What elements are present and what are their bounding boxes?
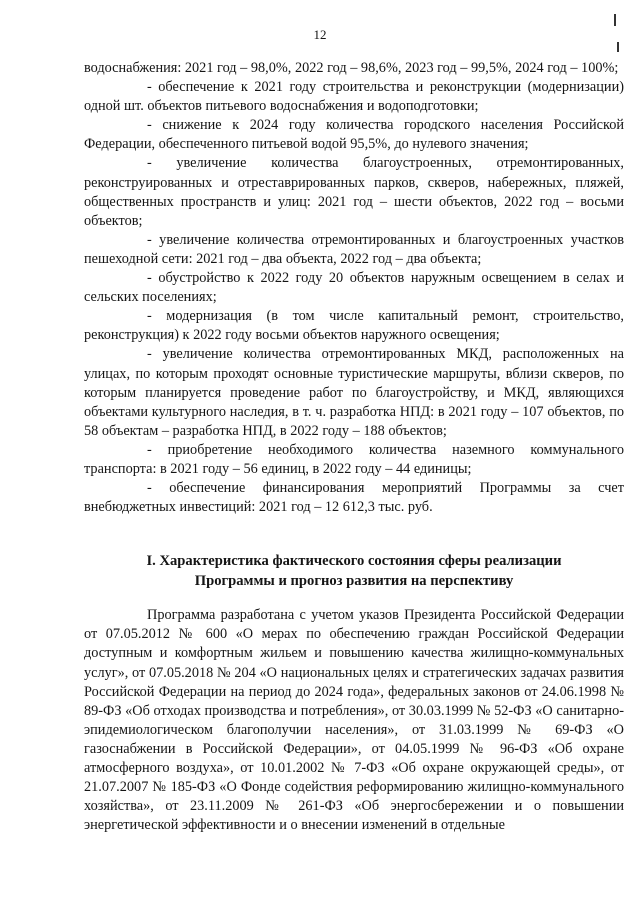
list-item: - увеличение количества отремонтированных и благоустроенных участков пешеходной сети: 2021 год – два объекта, 2022 год – два объекта;	[84, 231, 624, 267]
page-number: 12	[313, 27, 327, 42]
list-item: - обустройство к 2022 году 20 объектов наружным освещением в селах и сельских поселениях;	[84, 270, 624, 306]
document-body	[84, 59, 624, 835]
body-paragraph: Программа разработана с учетом указов Президента Российской Федерации от 07.05.2012 № 600 «О мерах по обеспечению граждан Российской Федерации доступным и комфортным жильем и повышению качества жилищно-коммунальных услуг», от 07.05.2018 № 204 «О национальных целях и стратегических задачах развития Российской Федерации на период до 2024 года», федеральных законов от 24.06.1998 № 89-ФЗ «Об отходах производства и потребления», от 30.03.1999 № 52-ФЗ «О санитарно-эпидемиологическом благополучии населения», от 31.03.1999 № 69-ФЗ «О газоснабжении в Российской Федерации», от 04.05.1999 № 96-ФЗ «Об охране атмосферного воздуха», от 10.01.2002 № 7-ФЗ «Об охране окружающей среды», от 21.07.2007 № 185-ФЗ «О Фонде содействия реформированию жилищно-коммунального хозяйства», от 23.11.2009 № 261-ФЗ «Об энергосбережении и о повышении энергетической эффективности и о внесении изменений в отдельные	[84, 607, 624, 834]
list-item: - снижение к 2024 году количества городского населения Российской Федерации, обеспеченного питьевой водой 95,5%, до нулевого значения;	[84, 117, 624, 153]
list-item: - модернизация (в том числе капитальный ремонт, строительство, реконструкция) к 2022 году восьми объектов наружного освещения;	[84, 308, 624, 344]
list-item: - обеспечение к 2021 году строительства и реконструкции (модернизации) одной шт. объектов питьевого водоснабжения и водоподготовки;	[84, 79, 624, 115]
scan-edge-mark	[617, 42, 619, 52]
scan-edge-mark	[614, 14, 616, 26]
list-item: - увеличение количества отремонтированных МКД, расположенных на улицах, по которым проходят основные туристические маршруты, вблизи скверов, по которым планируется проведение работ по благоустройству, и МКД, являющихся объектами культурного наследия, в т. ч. разработка НПД: в 2021 году – 107 объектов, по 58 объектам – разработка НПД, в 2022 году – 188 объектов;	[84, 346, 624, 439]
section-heading-line: I. Характеристика фактического состояния сферы реализации	[146, 553, 562, 570]
section-heading-line: Программы и прогноз развития на перспективу	[194, 572, 514, 589]
list-item: - обеспечение финансирования мероприятий Программы за счет внебюджетных инвестиций: 2021 год – 12 612,3 тыс. руб.	[84, 480, 624, 516]
list-item: - приобретение необходимого количества наземного коммунального транспорта: в 2021 году – 56 единиц, в 2022 году – 44 единицы;	[84, 441, 624, 477]
list-item: водоснабжения: 2021 год – 98,0%, 2022 год – 98,6%, 2023 год – 99,5%, 2024 год – 100%;	[84, 60, 619, 76]
section-heading	[84, 552, 624, 591]
list-item: - увеличение количества благоустроенных, отремонтированных, реконструированных и отреставрированных парков, скверов, набережных, пляжей, общественных пространств и улиц: 2021 год – шести объектов, 2022 год – восьми объектов;	[84, 155, 624, 229]
